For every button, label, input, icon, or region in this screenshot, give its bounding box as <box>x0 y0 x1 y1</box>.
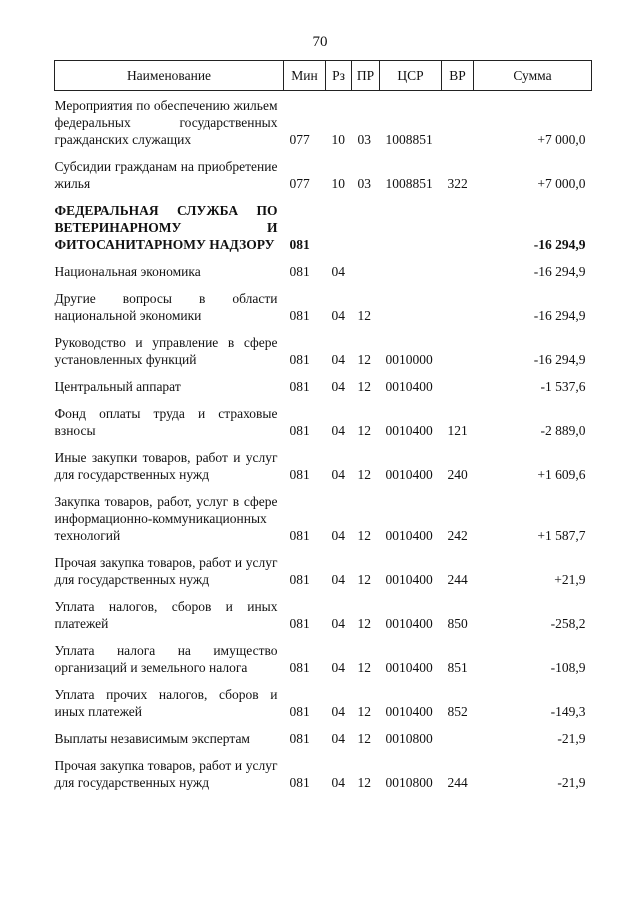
cell-vr <box>442 368 474 395</box>
cell-sum: -2 889,0 <box>540 423 586 438</box>
cell-vr: 851 <box>447 660 468 675</box>
cell-name: Закупка товаров, работ, услуг в сфере информационно-коммуникационных технологий <box>54 494 278 543</box>
cell-sum: -16 294,9 <box>533 264 586 279</box>
cell-min: 081 <box>289 423 310 438</box>
cell-pr: 12 <box>357 616 371 631</box>
cell-vr: 850 <box>447 616 468 631</box>
cell-rz: 04 <box>331 308 345 323</box>
cell-csr: 0010400 <box>385 423 433 438</box>
cell-min: 081 <box>289 731 310 746</box>
header-min: Мин <box>284 61 326 91</box>
table-row <box>55 544 592 588</box>
cell-min: 081 <box>289 379 310 394</box>
cell-rz: 04 <box>331 528 345 543</box>
cell-vr <box>442 192 474 253</box>
cell-name: Другие вопросы в области национальной экономики <box>54 291 278 323</box>
cell-csr: 1008851 <box>385 132 433 147</box>
table-header-row <box>55 61 592 91</box>
cell-vr <box>442 280 474 324</box>
cell-csr <box>380 192 442 253</box>
cell-vr: 322 <box>447 176 468 191</box>
cell-name: Иные закупки товаров, работ и услуг для государственных нужд <box>54 450 278 482</box>
cell-rz: 04 <box>331 775 345 790</box>
cell-sum: -108,9 <box>550 660 586 675</box>
header-name: Наименование <box>55 61 284 91</box>
table-row <box>55 91 592 149</box>
cell-csr: 0010400 <box>385 379 433 394</box>
cell-rz: 04 <box>331 572 345 587</box>
cell-min: 081 <box>289 616 310 631</box>
cell-csr: 0010400 <box>385 572 433 587</box>
cell-csr: 0010000 <box>385 352 433 367</box>
cell-min: 081 <box>289 264 310 279</box>
cell-vr: 852 <box>447 704 468 719</box>
cell-sum: +1 587,7 <box>537 528 586 543</box>
cell-pr: 03 <box>357 132 371 147</box>
cell-pr: 12 <box>357 704 371 719</box>
table-row <box>55 720 592 747</box>
cell-csr: 0010400 <box>385 467 433 482</box>
cell-name: Мероприятия по обеспечению жильем федеральных государственных гражданских служащих <box>54 98 278 147</box>
cell-rz: 04 <box>331 731 345 746</box>
cell-name: Уплата налогов, сборов и иных платежей <box>54 599 278 631</box>
cell-csr <box>380 280 442 324</box>
cell-vr <box>442 91 474 149</box>
cell-csr: 0010400 <box>385 660 433 675</box>
cell-rz: 04 <box>331 660 345 675</box>
cell-sum: +7 000,0 <box>537 176 586 191</box>
cell-name: Фонд оплаты труда и страховые взносы <box>54 406 278 438</box>
cell-vr: 240 <box>447 467 468 482</box>
cell-vr: 121 <box>447 423 468 438</box>
cell-min: 077 <box>289 132 310 147</box>
cell-pr: 12 <box>357 660 371 675</box>
cell-pr: 12 <box>357 308 371 323</box>
cell-min: 081 <box>289 308 310 323</box>
budget-table <box>54 60 592 791</box>
cell-csr: 1008851 <box>385 176 433 191</box>
cell-pr: 12 <box>357 528 371 543</box>
cell-pr: 03 <box>357 176 371 191</box>
header-sum: Сумма <box>474 61 592 91</box>
cell-csr: 0010400 <box>385 704 433 719</box>
cell-sum: -149,3 <box>550 704 586 719</box>
cell-name: Прочая закупка товаров, работ и услуг для государственных нужд <box>54 555 278 587</box>
cell-vr: 244 <box>447 775 468 790</box>
cell-min: 081 <box>289 237 310 252</box>
cell-rz <box>326 192 352 253</box>
table-row <box>55 588 592 632</box>
cell-name: ФЕДЕРАЛЬНАЯ СЛУЖБА ПО ВЕТЕРИНАРНОМУ И ФИТОСАНИТАРНОМУ НАДЗОРУ <box>54 203 278 252</box>
header-pr: ПР <box>352 61 380 91</box>
cell-name: Центральный аппарат <box>54 379 181 394</box>
table-row <box>55 253 592 280</box>
table-row <box>55 395 592 439</box>
cell-name: Уплата прочих налогов, сборов и иных платежей <box>54 687 278 719</box>
cell-csr: 0010400 <box>385 528 433 543</box>
cell-vr: 242 <box>447 528 468 543</box>
cell-pr: 12 <box>357 467 371 482</box>
page-number: 70 <box>312 34 328 50</box>
cell-sum: +7 000,0 <box>537 132 586 147</box>
cell-name: Уплата налога на имущество организаций и земельного налога <box>54 643 278 675</box>
table-row <box>55 632 592 676</box>
cell-sum: -21,9 <box>557 775 586 790</box>
cell-name: Субсидии гражданам на приобретение жилья <box>54 159 278 191</box>
cell-pr: 12 <box>357 572 371 587</box>
cell-csr: 0010800 <box>385 775 433 790</box>
cell-min: 081 <box>289 528 310 543</box>
cell-pr: 12 <box>357 379 371 394</box>
cell-min: 081 <box>289 775 310 790</box>
cell-name: Руководство и управление в сфере установленных функций <box>54 335 278 367</box>
cell-vr: 244 <box>447 572 468 587</box>
cell-pr: 12 <box>357 423 371 438</box>
cell-sum: -258,2 <box>550 616 586 631</box>
table-row <box>55 324 592 368</box>
cell-sum: -16 294,9 <box>533 352 586 367</box>
header-vr: ВР <box>442 61 474 91</box>
cell-vr <box>442 253 474 280</box>
cell-sum: -1 537,6 <box>540 379 586 394</box>
cell-rz: 04 <box>331 379 345 394</box>
header-rz: Рз <box>326 61 352 91</box>
header-csr: ЦСР <box>380 61 442 91</box>
table-row <box>55 747 592 791</box>
cell-sum: -16 294,9 <box>533 308 586 323</box>
cell-csr: 0010800 <box>385 731 433 746</box>
cell-rz: 04 <box>331 423 345 438</box>
table-row <box>55 148 592 192</box>
table-row <box>55 483 592 544</box>
cell-rz: 04 <box>331 467 345 482</box>
cell-pr <box>352 253 380 280</box>
table-row <box>55 192 592 253</box>
cell-pr: 12 <box>357 775 371 790</box>
table-row <box>55 368 592 395</box>
cell-pr: 12 <box>357 731 371 746</box>
cell-name: Выплаты независимым экспертам <box>54 731 250 746</box>
cell-rz: 04 <box>331 352 345 367</box>
cell-sum: +21,9 <box>554 572 586 587</box>
cell-sum: -16 294,9 <box>533 237 586 252</box>
cell-name: Прочая закупка товаров, работ и услуг для государственных нужд <box>54 758 278 790</box>
cell-pr: 12 <box>357 352 371 367</box>
cell-rz: 04 <box>331 264 345 279</box>
cell-pr <box>352 192 380 253</box>
table-row <box>55 676 592 720</box>
cell-sum: -21,9 <box>557 731 586 746</box>
cell-rz: 04 <box>331 704 345 719</box>
cell-min: 081 <box>289 352 310 367</box>
cell-min: 081 <box>289 660 310 675</box>
cell-vr <box>442 324 474 368</box>
cell-name: Национальная экономика <box>54 264 201 279</box>
cell-min: 081 <box>289 572 310 587</box>
table-row <box>55 280 592 324</box>
cell-csr <box>380 253 442 280</box>
cell-min: 081 <box>289 704 310 719</box>
cell-rz: 04 <box>331 616 345 631</box>
cell-vr <box>442 720 474 747</box>
table-row <box>55 439 592 483</box>
cell-min: 077 <box>289 176 310 191</box>
cell-min: 081 <box>289 467 310 482</box>
cell-rz: 10 <box>331 132 345 147</box>
cell-rz: 10 <box>331 176 345 191</box>
cell-csr: 0010400 <box>385 616 433 631</box>
cell-sum: +1 609,6 <box>537 467 586 482</box>
